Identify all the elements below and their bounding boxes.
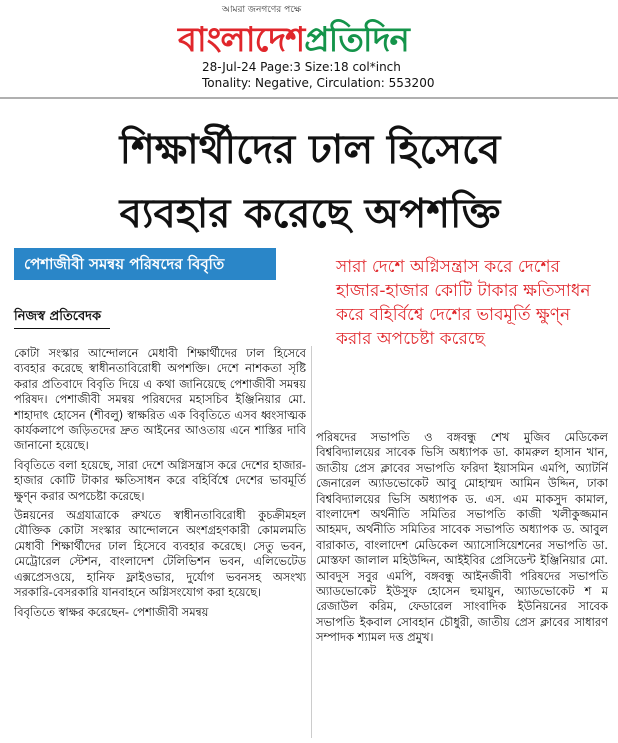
- article-headline: [30, 118, 590, 246]
- paragraph: উন্নয়নের অগ্রযাত্রাকে রুখতে স্বাধীনতাবিরোধী কুচক্রীমহল যৌক্তিক কোটা সংস্কার আন্দোলনে অংশগ্রহণকারী কোমলমতি মেধাবী শিক্ষার্থীদের ঢাল হিসেবে ব্যবহার করেছে। সেতু ভবন, মেট্রোরেল স্টেশন, বাংলাদেশ টেলিভিশন ভবন, এলিভেটেড এক্সপ্রেসওয়ে, হানিফ ফ্লাইওভার, দুর্যোগ ভবনসহ অসংখ্য সরকারি-বেসরকারি যানবাহনে অগ্নিসংযোগ করা হয়েছে।: [14, 508, 306, 600]
- article-column-right: [316, 430, 608, 740]
- article-column-left: [14, 346, 306, 738]
- paragraph: বিবৃতিতে স্বাক্ষর করেছেন- পেশাজীবী সমন্বয়: [14, 604, 209, 619]
- headline-line-2: ব্যবহার করেছে অপশক্তি: [119, 191, 501, 237]
- byline: নিজস্ব প্রতিবেদক: [14, 309, 102, 324]
- column-divider: [311, 346, 312, 738]
- masthead-tagline: আমরা জনগণের পক্ষে: [222, 5, 302, 15]
- pull-quote: সারা দেশে অগ্নিসন্ত্রাস করে দেশের হাজার-হাজার কোটি টাকার ক্ষতিসাধন করে বহির্বিশ্বে দেশের ভাবমূর্তি ক্ষুণ্ন করার অপচেষ্টা করেছে: [336, 257, 591, 349]
- byline-underline: [14, 328, 110, 329]
- statement-banner: পেশাজীবী সমন্বয় পরিষদের বিবৃতি: [14, 248, 276, 280]
- logo-word-bangladesh: বাংলাদেশ: [178, 20, 305, 60]
- paragraph: বিবৃতিতে বলা হয়েছে, সারা দেশে অগ্নিসন্ত্রাস করে দেশের হাজার-হাজার কোটি টাকার ক্ষতিসাধন করে বহির্বিশ্বে দেশের ভাবমূর্তি ক্ষুণ্ন করার অপচেষ্টা করেছে।: [14, 457, 306, 503]
- clipping-meta-tonality: Tonality: Negative, Circulation: 553200: [202, 76, 435, 90]
- paragraph: পরিষদের সভাপতি ও বঙ্গবন্ধু শেখ মুজিব মেডিকেল বিশ্ববিদ্যালয়ের সাবেক ভিসি অধ্যাপক ডা. কামরুল হাসান খান, জাতীয় প্রেস ক্লাবের সভাপতি ফরিদা ইয়াসমিন এমপি, অ্যাটর্নি জেনারেল অ্যাডভোকেট আবু মোহাম্মদ আমিন উদ্দিন, ঢাকা বিশ্ববিদ্যালয়ের ভিসি অধ্যাপক ড. এস. এম মাকসুদ কামাল, বাংলাদেশ অর্থনীতি সমিতির সভাপতি কাজী খলীকুজ্জমান আহমদ, অর্থনীতি সমিতির সাবেক সভাপতি অধ্যাপক ড. আবুল বারাকাত, বাংলাদেশ মেডিকেল অ্যাসোসিয়েশনের সভাপতি ডা. মোস্তফা জালাল মহিউদ্দিন, আইইবির প্রেসিডেন্ট ইঞ্জিনিয়ার মো. আবদুস সবুর এমপি, বঙ্গবন্ধু আইনজীবী পরিষদের সভাপতি অ্যাডভোকেট ইউসুফ হোসেন হুমায়ুন, অ্যাডভোকেট শ ম রেজাউল করিম, ফেডারেল সাংবাদিক ইউনিয়নের সাবেক সভাপতি ইকবাল সোবহান চৌধুরী, জাতীয় প্রেস ক্লাবের সাধারণ সম্পাদক শ্যামল দত্ত প্রমুখ।: [316, 430, 608, 645]
- paragraph: কোটা সংস্কার আন্দোলনে মেধাবী শিক্ষার্থীদের ঢাল হিসেবে ব্যবহার করেছে স্বাধীনতাবিরোধী অপশক্তি। দেশে নাশকতা সৃষ্টি করার প্রতিবাদে বিবৃতি দিয়ে এ কথা জানিয়েছে পেশাজীবী সমন্বয় পরিষদ। পেশাজীবী সমন্বয় পরিষদের মহাসচিব ইঞ্জিনিয়ার মো. শাহাদাৎ হোসেন (শীবলু) স্বাক্ষরিত এক বিবৃতিতে এসব ধ্বংসাত্মক কার্যকলাপে জড়িতদের দ্রুত আইনের আওতায় এনে শাস্তির দাবি জানানো হয়েছে।: [14, 346, 306, 453]
- logo-word-protidin: প্রতিদিন: [304, 20, 409, 60]
- masthead-divider: [0, 97, 618, 99]
- masthead: [0, 0, 618, 98]
- headline-line-1: শিক্ষার্থীদের ঢাল হিসেবে: [119, 127, 501, 173]
- clipping-meta-date-page: 28-Jul-24 Page:3 Size:18 col*inch: [202, 60, 401, 74]
